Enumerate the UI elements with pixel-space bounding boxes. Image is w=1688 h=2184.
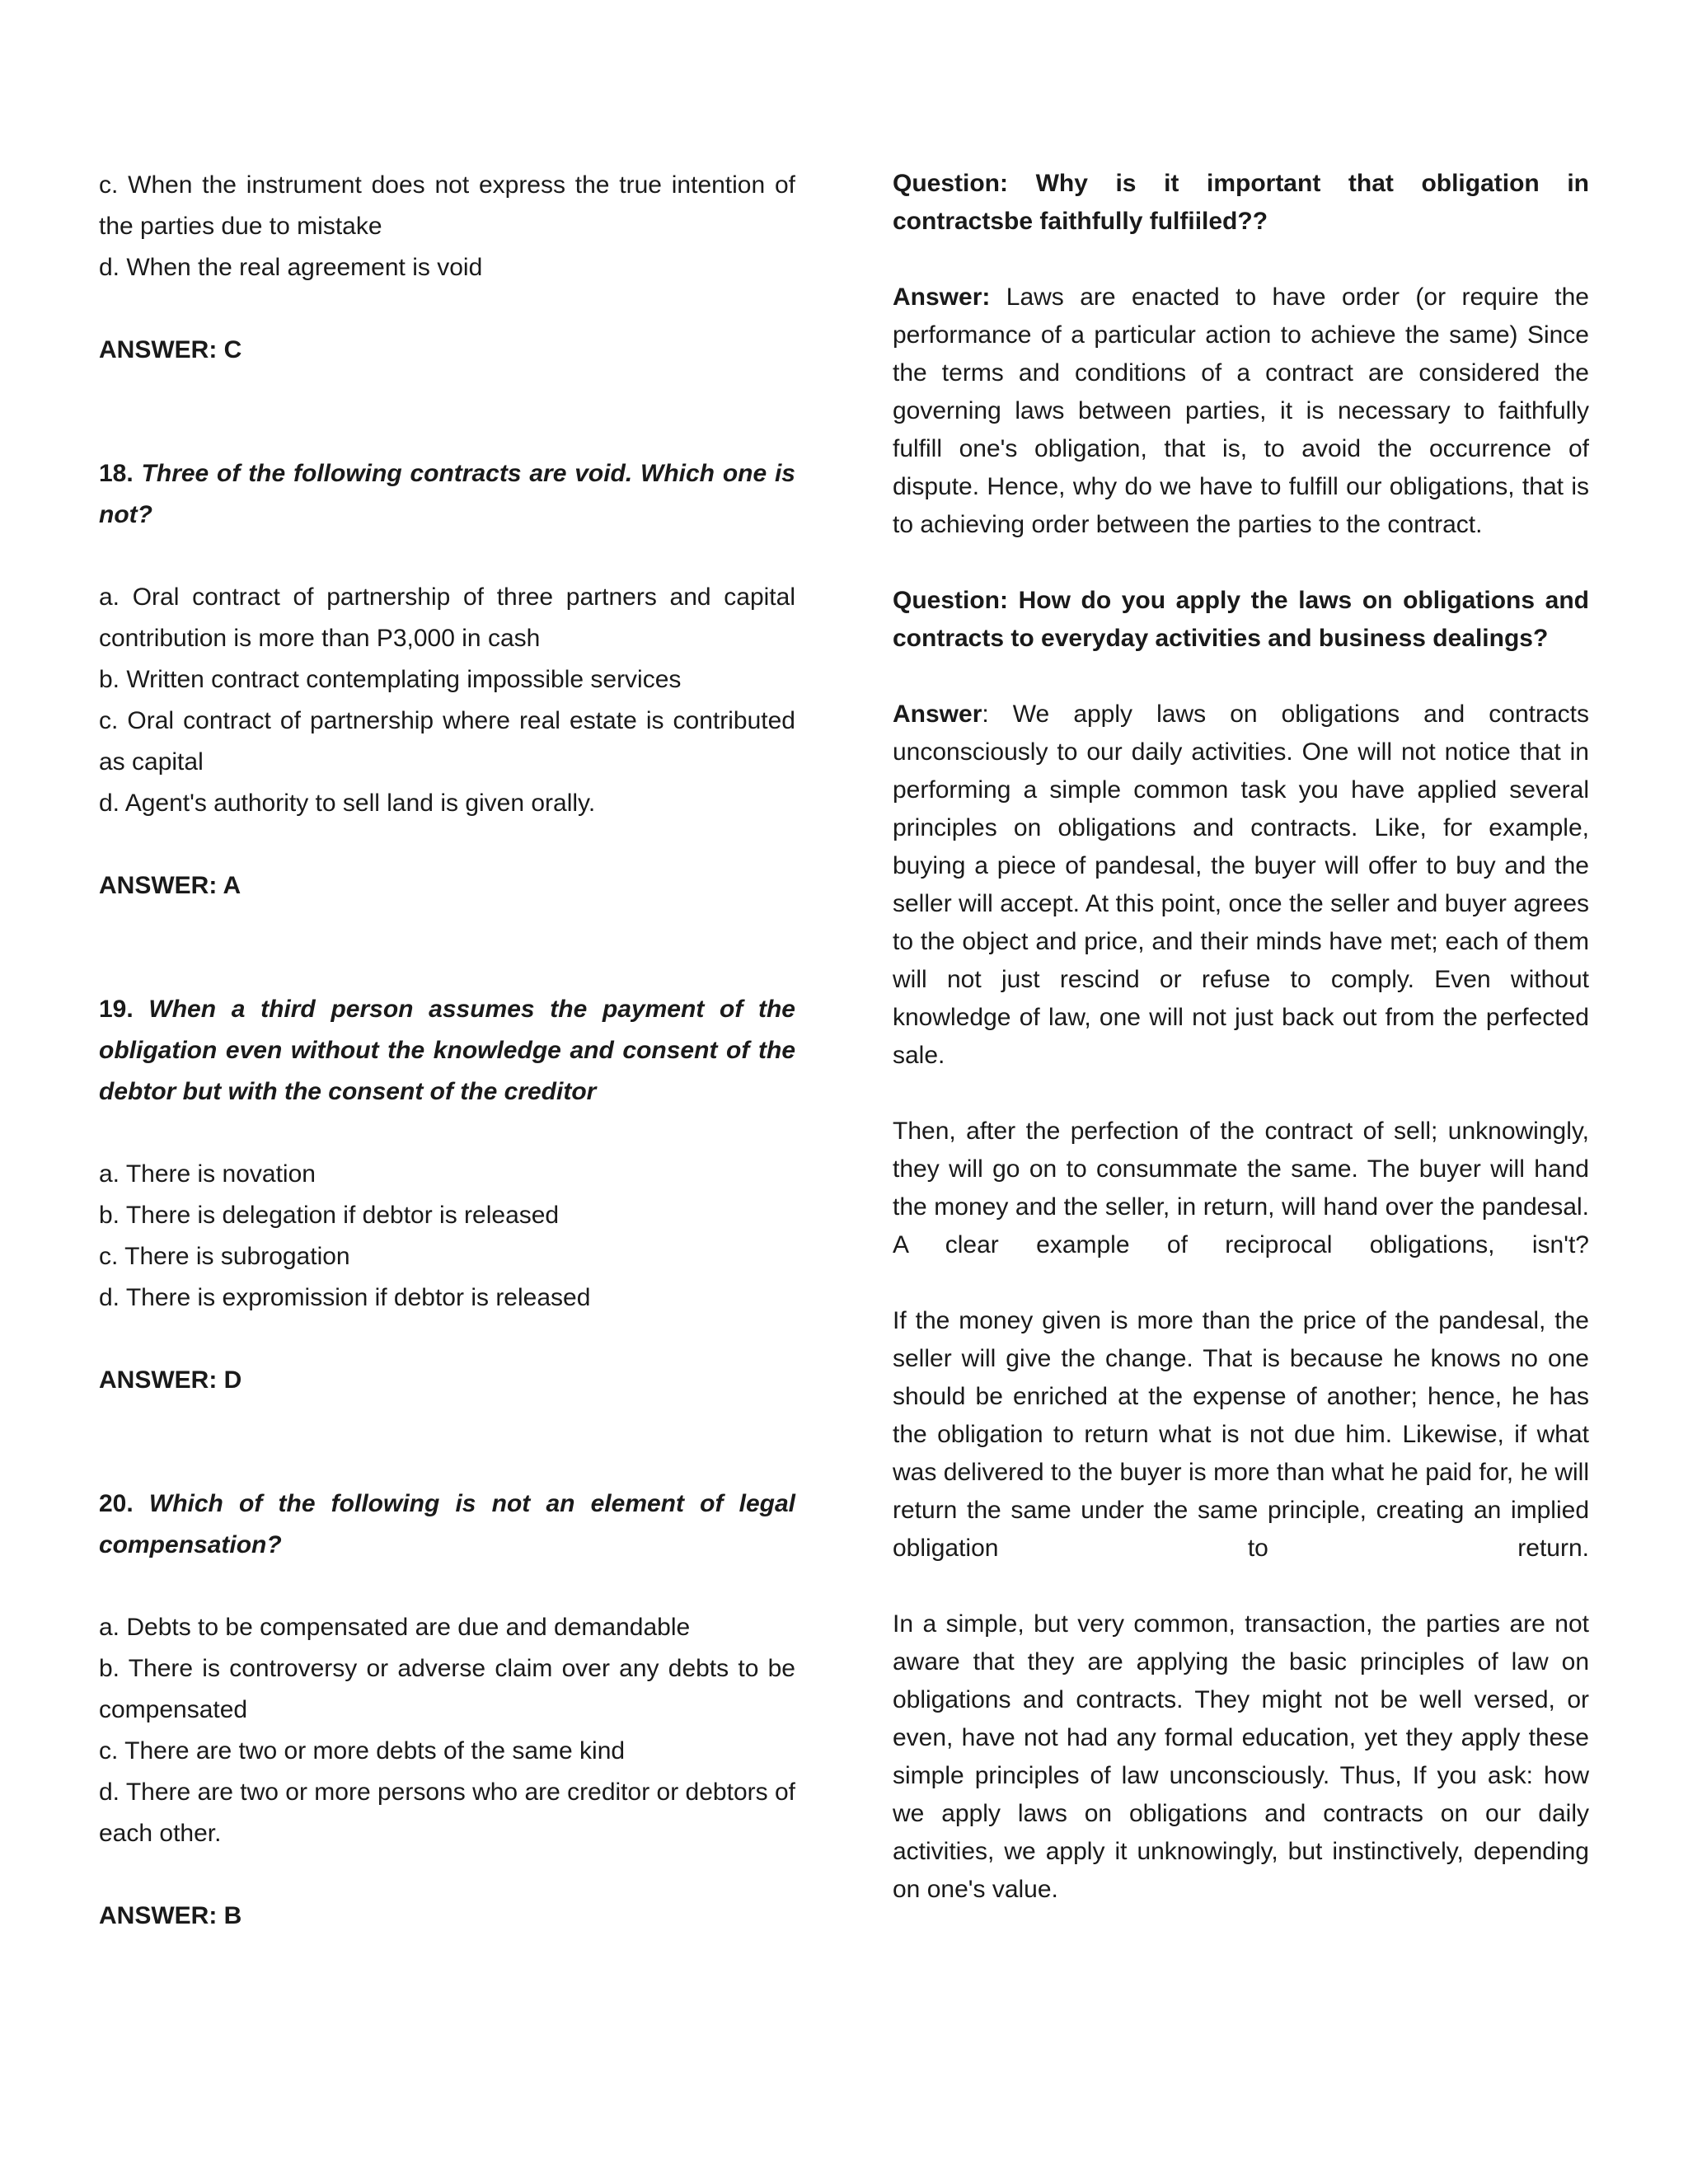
answer-18: ANSWER: A bbox=[99, 872, 241, 899]
body-paragraph: Then, after the perfection of the contract of sell; unknowingly, they will go on to consummate the same. The buyer will hand the money and the seller, in return, will hand over the pandesal. A clear example of reciprocal obligations, isn't? bbox=[893, 1118, 1589, 1258]
body-paragraph: In a simple, but very common, transaction, the parties are not aware that they are applying the basic principles of law on obligations and contracts. They might not be well versed, or even, have not had any formal education, yet they apply these simple principles of law unconsciously. Thus, If you ask: how we apply laws on obligations and contracts on our daily activities, we apply it unknowingly, but instinctively, depending on one's value. bbox=[893, 1610, 1589, 1903]
question-19: 19. When a third person assumes the payment of the obligation even without the knowledge and consent of the debtor but with the consent of the creditor bbox=[99, 996, 795, 1105]
body-paragraph: If the money given is more than the price of the pandesal, the seller will give the change. That is because he knows no one should be enriched at the expense of another; hence, he has the obligation to return what is not due him. Likewise, if what was delivered to the buyer is more than what he paid for, he will return the same under the same principle, creating an implied obligation to return. bbox=[893, 1307, 1589, 1562]
question-20: 20. Which of the following is not an element of legal compensation? bbox=[99, 1490, 795, 1558]
option-d: d. There are two or more persons who are creditor or debtors of each other. bbox=[99, 1779, 795, 1847]
answer-paragraph: Answer: We apply laws on obligations and contracts unconsciously to our daily activities. One will not notice that in performing a simple common task you have applied several principles on obligations and contracts. Like, for example, buying a piece of pandesal, the buyer will offer to buy and the seller will accept. At this point, once the seller and buyer agrees to the object and price, and their minds have met; each of them will not just rescind or refuse to comply. Even without knowledge of law, one will not just back out from the perfected sale. bbox=[893, 701, 1589, 1069]
option-b: b. Written contract contemplating impossible services bbox=[99, 666, 682, 693]
answer-19: ANSWER: D bbox=[99, 1366, 242, 1394]
option-c: c. When the instrument does not express the true intention of the parties due to mistake bbox=[99, 171, 795, 240]
question-heading: Question: How do you apply the laws on obligations and contracts to everyday activities and business dealings? bbox=[893, 587, 1589, 652]
question-18: 18. Three of the following contracts are void. Which one is not? bbox=[99, 460, 795, 528]
option-d: d. Agent's authority to sell land is given orally. bbox=[99, 790, 596, 817]
answer-20: ANSWER: B bbox=[99, 1902, 242, 1929]
option-a: a. Debts to be compensated are due and demandable bbox=[99, 1614, 691, 1641]
right-column bbox=[893, 165, 1589, 1909]
left-column bbox=[99, 165, 795, 1937]
option-c: c. Oral contract of partnership where real estate is contributed as capital bbox=[99, 707, 795, 776]
question-heading: Question: Why is it important that obligation in contractsbe faithfully fulfiiled?? bbox=[893, 170, 1589, 235]
option-c: c. There are two or more debts of the same kind bbox=[99, 1737, 626, 1765]
option-c: c. There is subrogation bbox=[99, 1243, 350, 1270]
option-b: b. There is delegation if debtor is released bbox=[99, 1202, 560, 1229]
answer-paragraph: Answer: Laws are enacted to have order (or require the performance of a particular action to achieve the same) Since the terms and conditions of a contract are considered the governing laws between parties, it is necessary to faithfully fulfill one's obligation, that is, to avoid the occurrence of dispute. Hence, why do we have to fulfill our obligations, that is to achieving order between the parties to the contract. bbox=[893, 284, 1589, 538]
option-a: a. There is novation bbox=[99, 1160, 316, 1188]
option-a: a. Oral contract of partnership of three partners and capital contribution is more than P3,000 in cash bbox=[99, 583, 795, 652]
option-d: d. When the real agreement is void bbox=[99, 254, 483, 281]
answer-17: ANSWER: C bbox=[99, 336, 242, 363]
option-b: b. There is controversy or adverse claim over any debts to be compensated bbox=[99, 1655, 795, 1723]
option-d: d. There is expromission if debtor is released bbox=[99, 1284, 591, 1311]
